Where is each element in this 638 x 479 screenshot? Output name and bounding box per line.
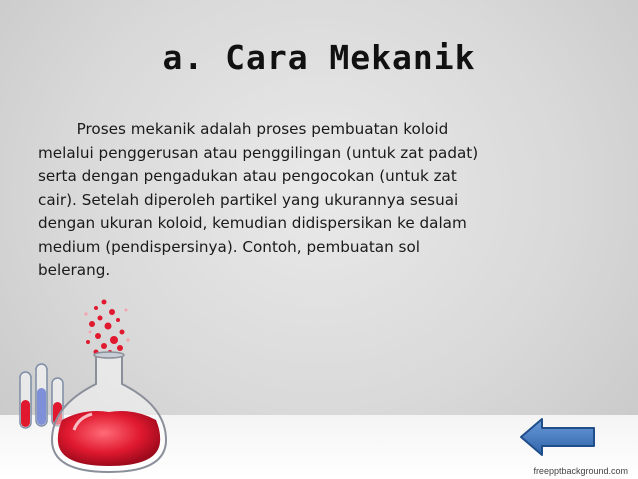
back-arrow-icon[interactable] [518, 416, 598, 458]
slide-title: a. Cara Mekanik [162, 38, 476, 77]
credit-text: freepptbackground.com [533, 466, 628, 476]
chemistry-flask-illustration-icon [0, 290, 200, 475]
slide-body-text: Proses mekanik adalah proses pembuatan koloid melalui penggerusan atau penggilingan (untuk zat padat) serta dengan pengadukan atau pengocokan (untuk zat cair). Setelah diperoleh partikel yang ukurannya sesuai dengan ukuran koloid, kemudian didispersikan ke dalam medium (pendispersinya). Contoh, pembuatan sol belerang. [38, 120, 479, 279]
